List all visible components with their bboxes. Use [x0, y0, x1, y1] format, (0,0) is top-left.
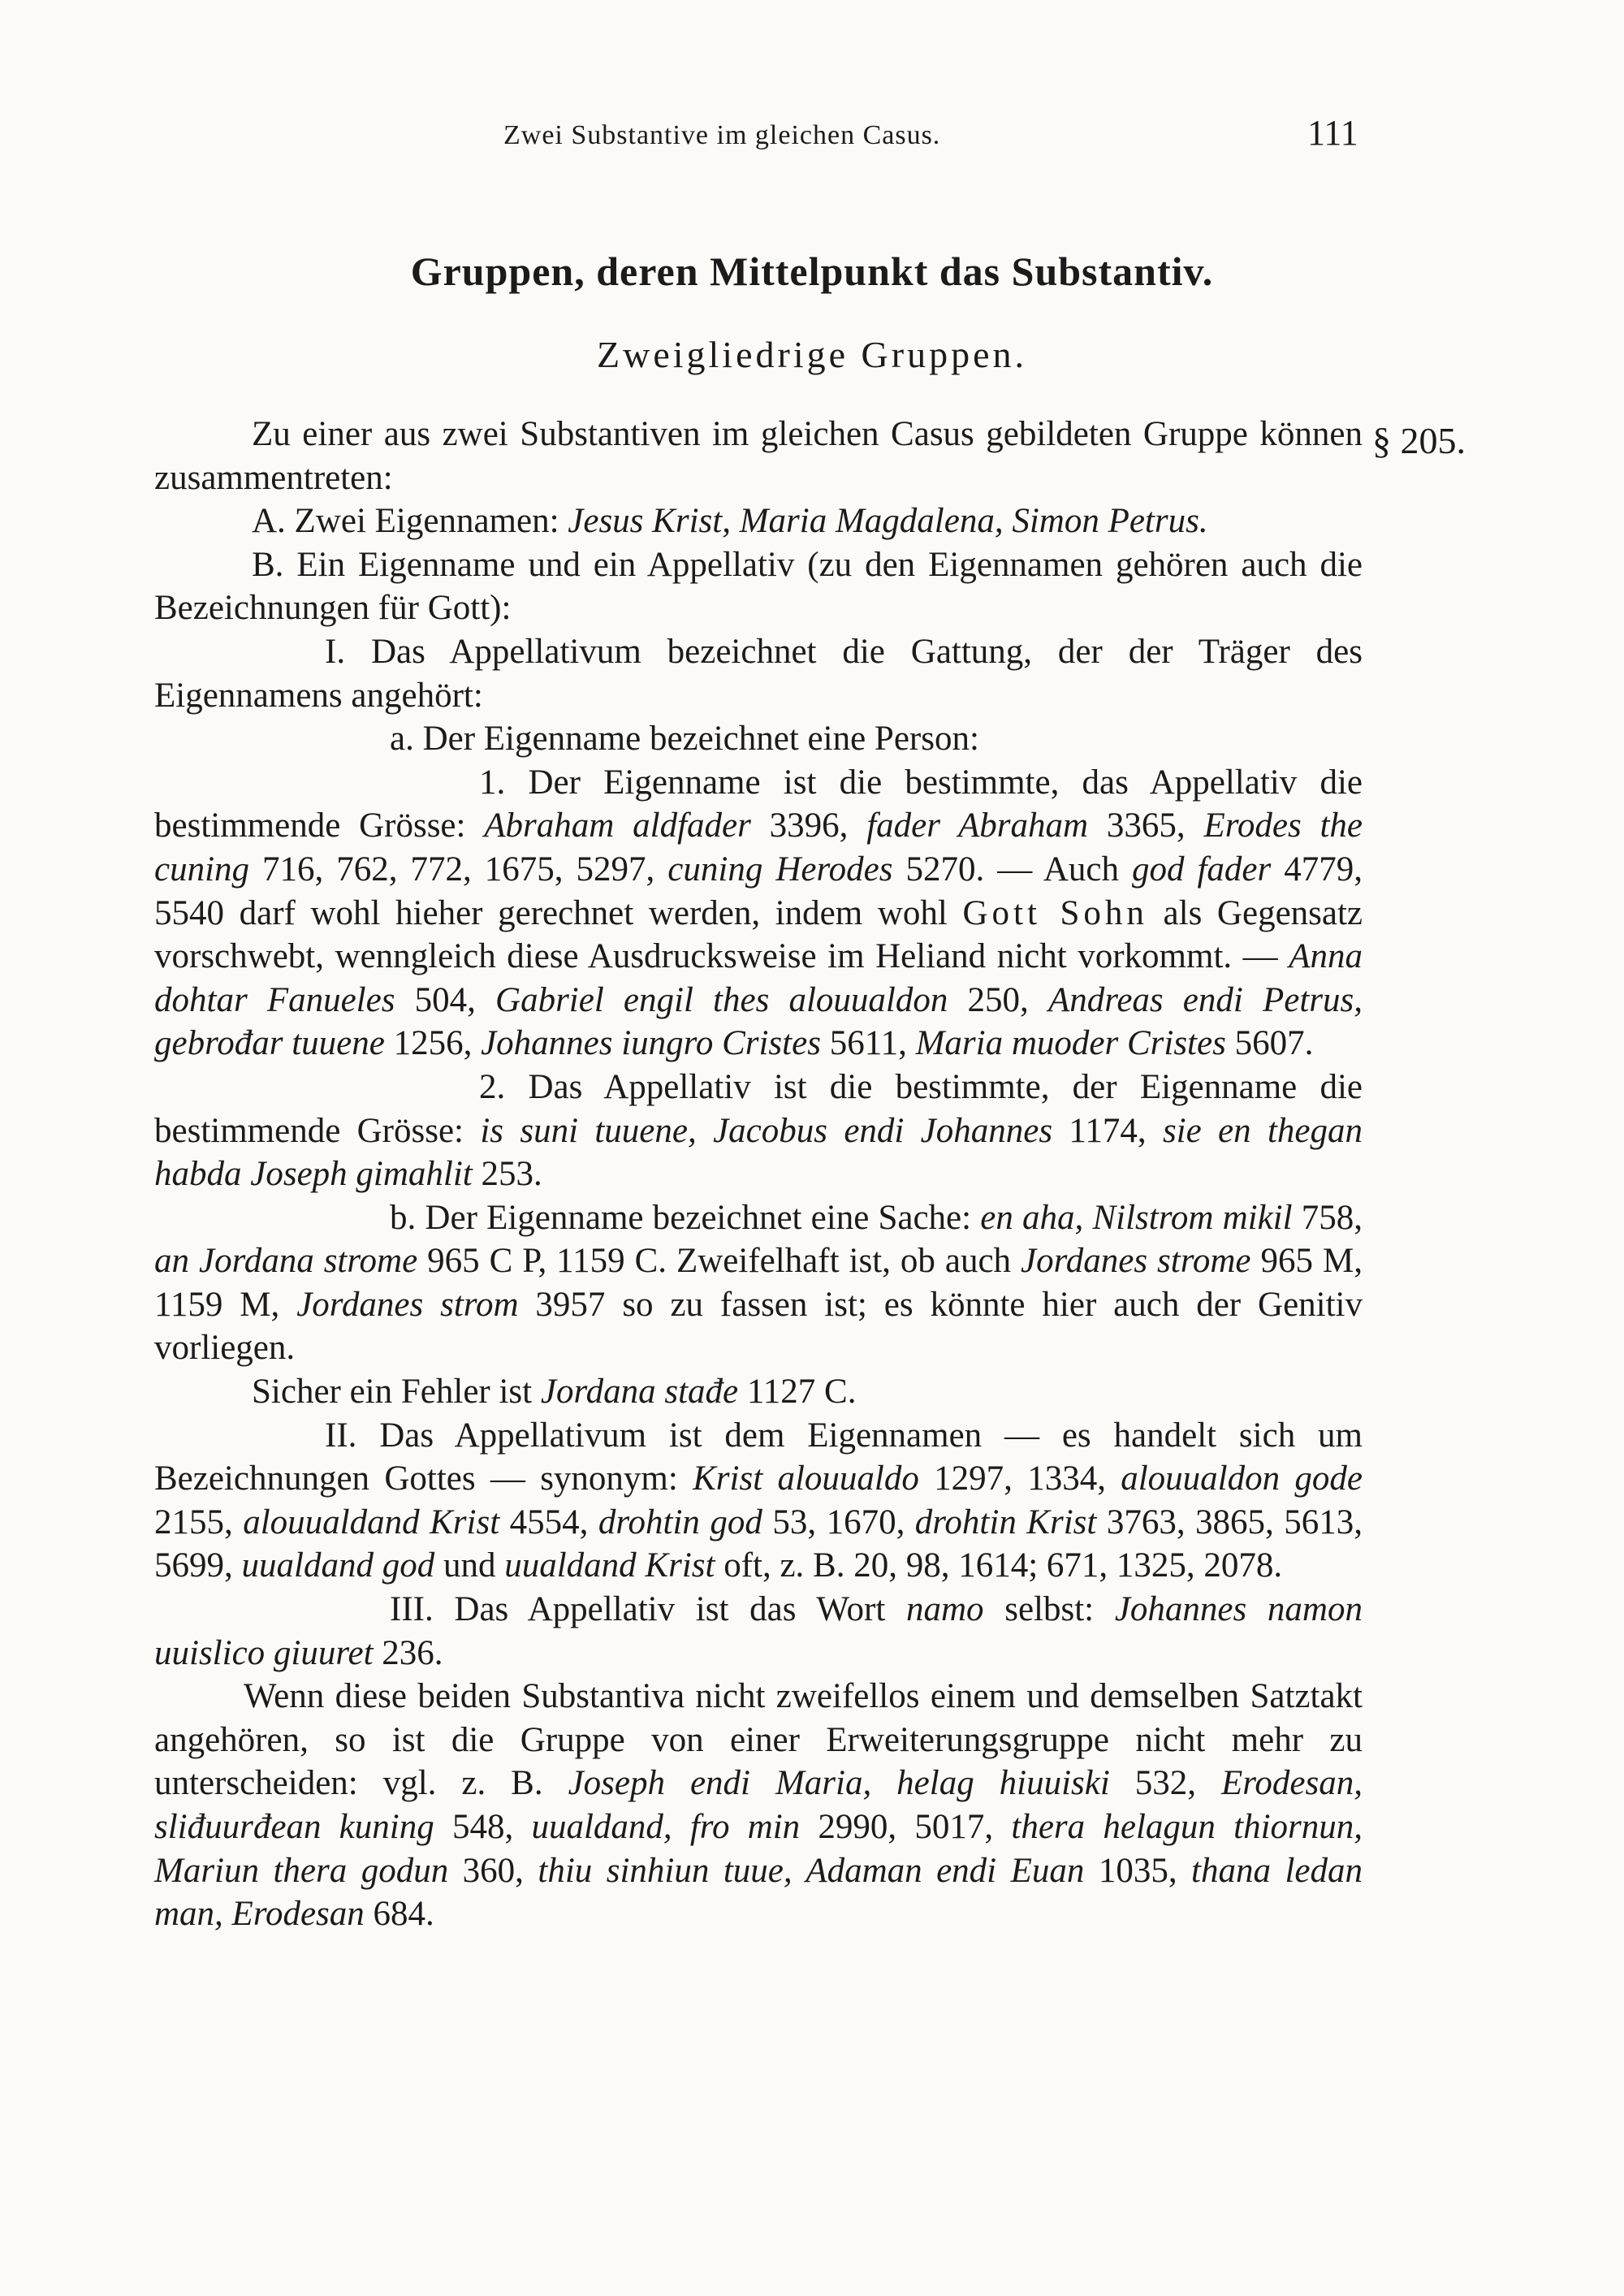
text-run: oft, z. B. 20, 98, 1614; 671, 1325, 2078.: [715, 1546, 1283, 1585]
running-head: Zwei Substantive im gleichen Casus.: [503, 120, 941, 150]
paragraph: [154, 717, 1363, 761]
text-run: 1297, 1334,: [918, 1459, 1121, 1498]
text-run: 360,: [448, 1851, 538, 1890]
text-run: 5270. — Auch: [892, 850, 1132, 889]
italic-citation: cuning Herodes: [667, 850, 893, 889]
text-run: Gott Sohn: [962, 893, 1148, 932]
text-run: 4779, 5540 darf wohl hieher gerechnet werden, indem wohl: [154, 850, 1363, 932]
italic-citation: Erodesan, sliđuurđean kuning: [154, 1764, 1363, 1846]
subsection-title: Zweigliedrige Gruppen.: [597, 334, 1027, 375]
italic-citation: thiu sinhiun tuue, Adaman endi Euan: [538, 1851, 1085, 1890]
italic-citation: Anna dohtar Fanueles: [154, 937, 1363, 1019]
text-run: Zu einer aus zwei Substantiven im gleichen Casus gebildeten Gruppe können zusammentreten:: [154, 415, 1363, 497]
paragraph: [154, 413, 1363, 499]
text-run: A. Zwei Eigennamen:: [252, 502, 568, 541]
text-run: 3957 so zu fassen ist; es könnte hier auch der Genitiv vorliegen.: [154, 1285, 1363, 1368]
paragraph: [154, 1196, 1363, 1370]
text-run: 2155,: [154, 1503, 244, 1541]
paragraph: [154, 1370, 1363, 1414]
italic-citation: an Jordana strome: [154, 1242, 418, 1281]
italic-citation: drohtin Krist: [914, 1503, 1097, 1541]
paragraph: [154, 1588, 1363, 1675]
page-number: 111: [1307, 113, 1358, 153]
text-run: B. Ein Eigenname und ein Appellativ (zu den Eigennamen gehören auch die Bezeichnungen für Gott):: [154, 545, 1363, 628]
italic-citation: thana ledan man, Erodesan: [154, 1851, 1363, 1934]
text-run: 532,: [1109, 1764, 1222, 1803]
italic-citation: drohtin god: [598, 1503, 762, 1541]
text-run: 4554,: [499, 1503, 598, 1541]
text-run: Wenn diese beiden Substantiva nicht zweifellos einem und demselben Satztakt angehören, so ist die Gruppe von einer Erweiterungsgruppe nicht mehr zu unterscheiden: vgl. z. B.: [154, 1677, 1363, 1803]
text-run: 684.: [364, 1895, 434, 1934]
text-run: 548,: [434, 1808, 532, 1846]
text-run: 965 C P, 1159 C. Zweifelhaft ist, ob auch: [417, 1242, 1021, 1281]
text-run: 2. Das Appellativ ist die bestimmte, der Eigenname die bestimmende Grösse:: [154, 1067, 1363, 1150]
text-run: 1174,: [1052, 1111, 1163, 1150]
text-run: 504,: [395, 980, 496, 1019]
paragraph: [154, 761, 1363, 1066]
paragraph: [154, 1414, 1363, 1588]
italic-citation: Erodes the cuning: [154, 806, 1363, 889]
italic-citation: Jesus Krist, Maria Magdalena, Simon Petrus.: [568, 502, 1208, 541]
text-run: 1035,: [1084, 1851, 1192, 1890]
italic-citation: sie en thegan habda Joseph gimahlit: [154, 1111, 1363, 1194]
italic-citation: god fader: [1131, 850, 1272, 889]
text-run: 3365,: [1088, 806, 1204, 845]
italic-citation: en aha, Nilstrom mikil: [980, 1198, 1293, 1237]
body-text: [154, 413, 1363, 1936]
text-run: 5611,: [820, 1024, 916, 1063]
italic-citation: namo: [905, 1590, 984, 1629]
text-run: a. Der Eigenname bezeichnet eine Person:: [390, 720, 979, 759]
italic-citation: Jordanes strom: [296, 1285, 519, 1324]
paragraph: [154, 543, 1363, 630]
italic-citation: Jordanes strome: [1021, 1242, 1251, 1281]
italic-citation: uualdand, fro min: [531, 1808, 801, 1846]
section-title: Gruppen, deren Mittelpunkt das Substantiv.: [410, 249, 1214, 294]
italic-citation: Maria muoder Cristes: [915, 1024, 1226, 1063]
text-run: 1. Der Eigenname ist die bestimmte, das Appellativ die bestimmende Grösse:: [154, 763, 1363, 845]
text-run: 253.: [472, 1155, 542, 1194]
paragraph: [154, 630, 1363, 717]
italic-citation: Johannes iungro Cristes: [481, 1024, 821, 1063]
italic-citation: Andreas endi Petrus, gebrođar tuuene: [154, 980, 1363, 1063]
text-run: 2990, 5017,: [800, 1808, 1012, 1846]
text-run: 716, 762, 772, 1675, 5297,: [249, 850, 668, 889]
text-run: Sicher ein Fehler ist: [252, 1373, 541, 1412]
text-run: b. Der Eigenname bezeichnet eine Sache:: [390, 1198, 981, 1237]
text-run: 3396,: [750, 806, 867, 845]
text-run: II. Das Appellativum ist dem Eigennamen — es handelt sich um Bezeichnungen Gottes — synonym:: [154, 1416, 1363, 1498]
italic-citation: uualdand Krist: [504, 1546, 715, 1585]
marginal-section-number: § 205.: [1372, 420, 1466, 461]
text-run: 1127 C.: [738, 1373, 857, 1412]
italic-citation: fader Abraham: [866, 806, 1089, 845]
italic-citation: uualdand god: [241, 1546, 435, 1585]
text-run: I. Das Appellativum bezeichnet die Gattung, der der Träger des Eigennamens angehört:: [154, 632, 1363, 715]
paragraph: [154, 1675, 1363, 1936]
text-run: 250,: [948, 980, 1048, 1019]
italic-citation: Gabriel engil thes alouualdon: [495, 980, 948, 1019]
text-run: 1256,: [384, 1024, 482, 1063]
italic-citation: Abraham aldfader: [484, 806, 751, 845]
italic-citation: is suni tuuene, Jacobus endi Johannes: [480, 1111, 1053, 1150]
italic-citation: Jordana stađe: [540, 1373, 739, 1412]
italic-citation: alouualdon gode: [1121, 1459, 1363, 1498]
text-run: 965 M, 1159 M,: [154, 1242, 1363, 1324]
italic-citation: Joseph endi Maria, helag hiuuiski: [568, 1764, 1110, 1803]
text-run: 3763, 3865, 5613, 5699,: [154, 1503, 1363, 1585]
text-run: 758,: [1292, 1198, 1363, 1237]
italic-citation: thera helagun thiornun, Mariun thera godun: [154, 1808, 1363, 1890]
paragraph: [154, 499, 1363, 543]
paragraph: [154, 1066, 1363, 1196]
italic-citation: Johannes namon uuislico giuuret: [154, 1590, 1363, 1672]
text-run: 236.: [373, 1633, 443, 1672]
text-run: selbst:: [983, 1590, 1115, 1629]
italic-citation: Krist alouualdo: [693, 1459, 919, 1498]
text-run: 5607.: [1225, 1024, 1314, 1063]
text-run: 53, 1670,: [762, 1503, 915, 1541]
text-run: III. Das Appellativ ist das Wort: [390, 1590, 906, 1629]
text-run: und: [434, 1546, 505, 1585]
text-run: als Gegensatz vorschwebt, wenngleich diese Ausdrucksweise im Heliand nicht vorkommt. —: [154, 893, 1363, 976]
italic-citation: alouualdand Krist: [243, 1503, 500, 1541]
